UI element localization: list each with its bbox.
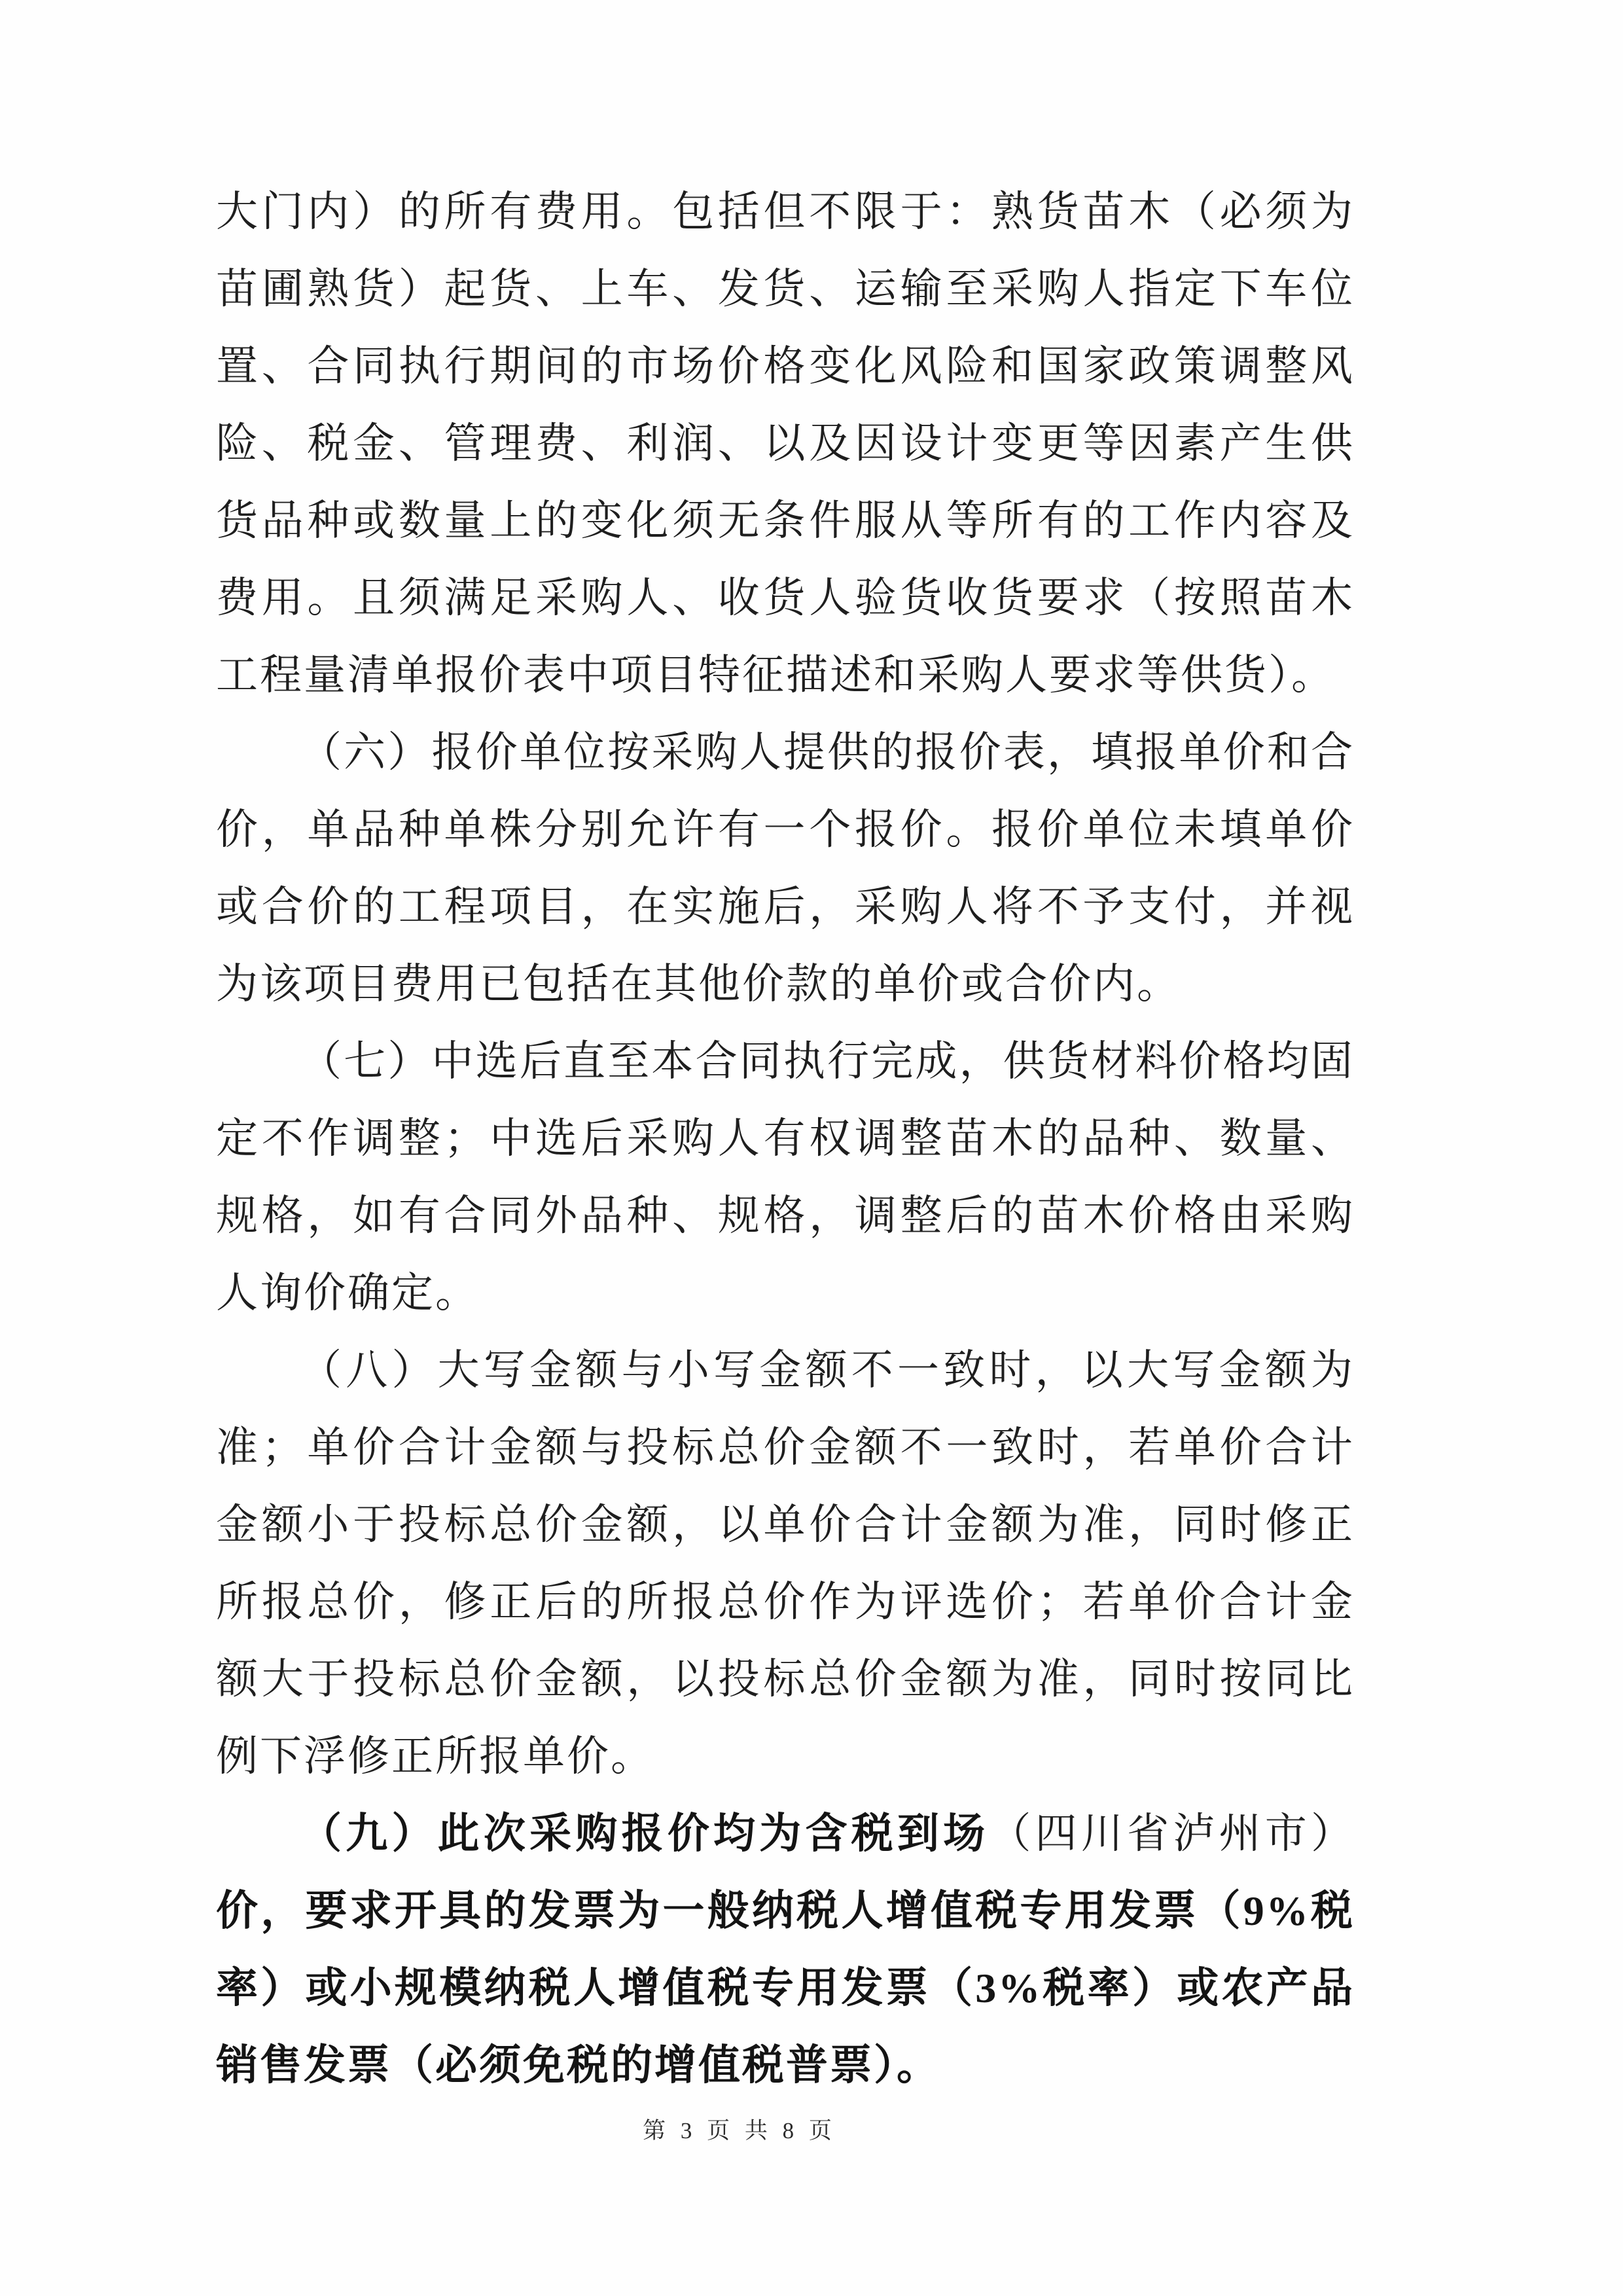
- document-body: [216, 173, 1355, 2104]
- paragraph: [216, 173, 1355, 714]
- text-segment: （九）此次采购报价均为含税到场: [300, 1810, 990, 1857]
- text-segment: 大门内）的所有费用。包括但不限于：熟货苗木（必须为苗圃熟货）起货、上车、发货、运输至采购人指定下车位置、合同执行期间的市场价格变化风险和国家政策调整风险、税金、管理费、利润、以及因设计变更等因素产生供货品种或数量上的变化须无条件服从等所有的工作内容及费用。且须满足采购人、收货人验货收货要求（按照苗木工程量清单报价表中项目特征描述和采购人要求等供货）。: [216, 188, 1355, 698]
- page-number-label: 第 3 页 共 8 页: [643, 2118, 836, 2144]
- paragraph: [216, 714, 1355, 1023]
- text-segment: （八）大写金额与小写金额不一致时，以大写金额为准；单价合计金额与投标总价金额不一致时，若单价合计金额小于投标总价金额，以单价合计金额为准，同时修正所报总价，修正后的所报总价作为评选价；若单价合计金额大于投标总价金额，以投标总价金额为准，同时按同比例下浮修正所报单价。: [216, 1347, 1355, 1780]
- paragraph: [216, 1795, 1355, 2104]
- paragraph: [216, 1023, 1355, 1332]
- text-segment: （六）报价单位按采购人提供的报价表，填报单价和合价，单品种单株分别允许有一个报价。报价单位未填单价或合价的工程项目，在实施后，采购人将不予支付，并视为该项目费用已包括在其他价款的单价或合价内。: [216, 729, 1355, 1007]
- page-footer: [0, 2113, 1479, 2145]
- text-segment: （四川省泸州市）: [989, 1810, 1355, 1857]
- text-segment: 价，要求开具的发票为一般纳税人增值税专用发票（9%税率）或小规模纳税人增值税专用发票（3%税率）或农产品销售发票（必须免税的增值税普票）。: [216, 1888, 1355, 2089]
- text-segment: （七）中选后直至本合同执行完成，供货材料价格均固定不作调整；中选后采购人有权调整苗木的品种、数量、规格，如有合同外品种、规格，调整后的苗木价格由采购人询价确定。: [216, 1038, 1355, 1316]
- paragraph: [216, 1332, 1355, 1795]
